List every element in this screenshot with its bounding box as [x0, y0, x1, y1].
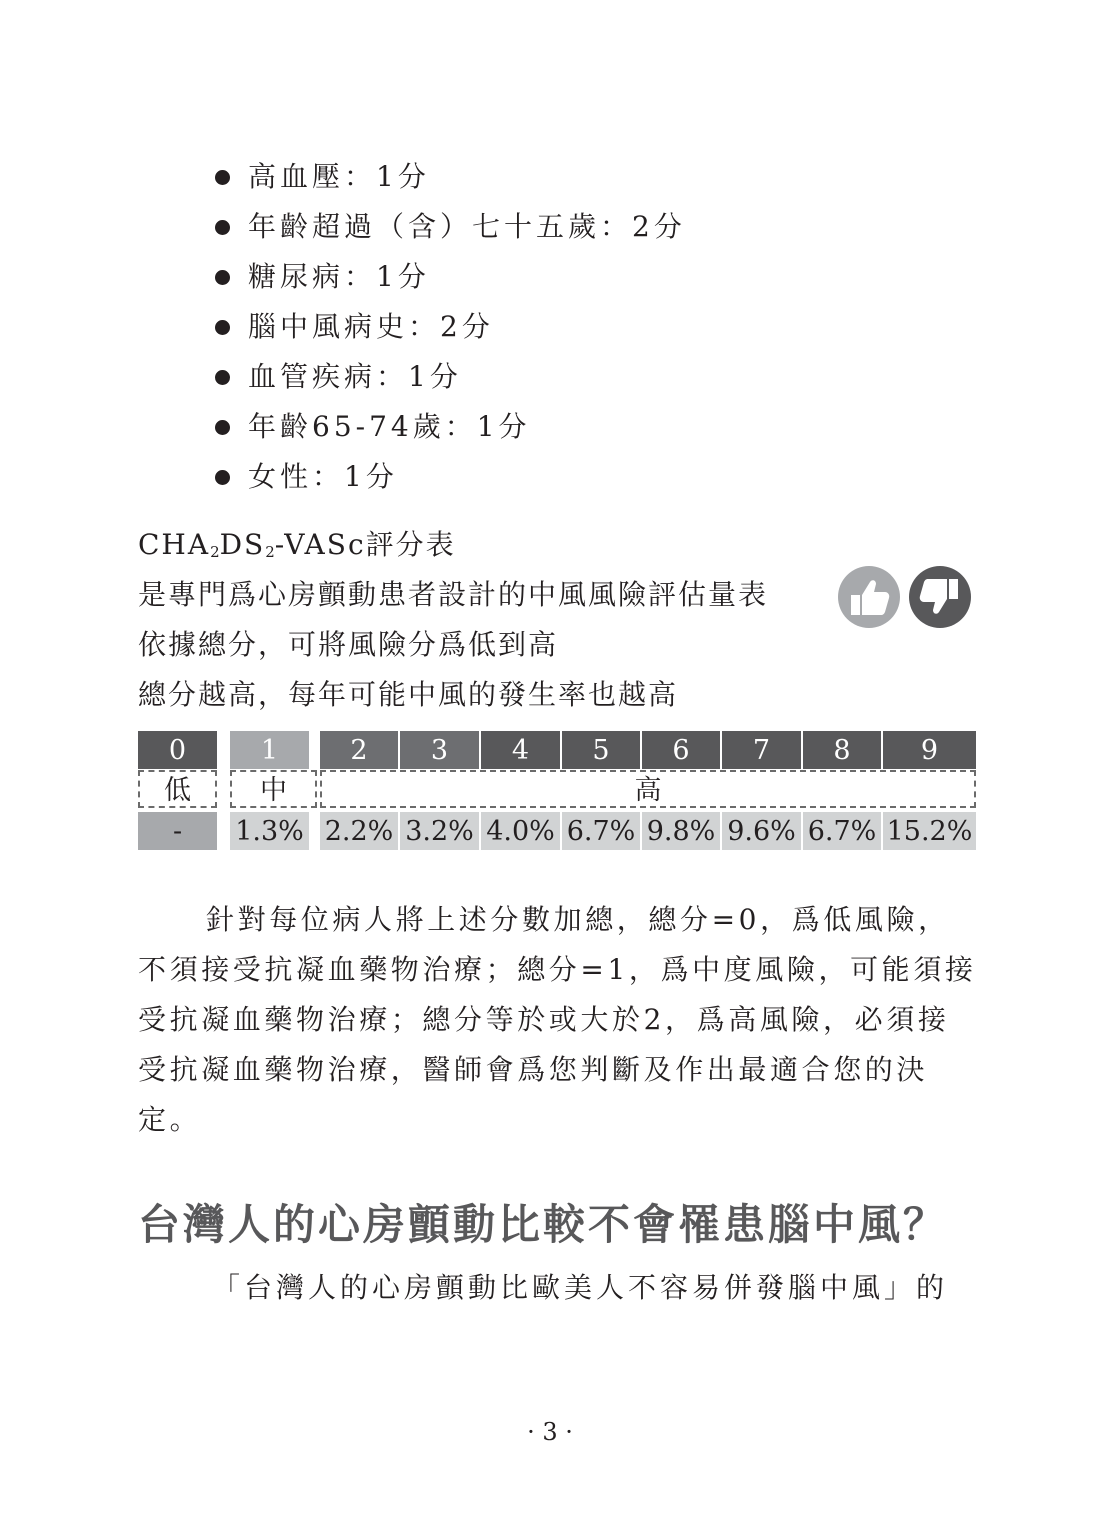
section-text: 「台灣人的心房顫動比歐美人不容易併發腦中風」的 [212, 1271, 949, 1304]
stroke-rate-cell: 6.7% [803, 812, 881, 850]
paragraph-line: 受抗凝血藥物治療；總分等於或大於2，爲高風險，必須接 [138, 1003, 950, 1036]
explanation-paragraph [138, 895, 978, 1145]
score-header-cell: 4 [481, 731, 560, 769]
page-number: · 3 · [527, 1418, 573, 1446]
section-heading: 台灣人的心房顫動比較不會罹患腦中風？ [138, 1200, 949, 1249]
bullet-icon [215, 470, 230, 485]
stroke-rate-cell: 9.8% [642, 812, 720, 850]
stroke-rate-cell: - [138, 812, 217, 850]
score-header-cell: 7 [722, 731, 801, 769]
score-header-cell: 3 [400, 731, 479, 769]
list-item: 年齡超過（含）七十五歲：2分 [215, 202, 686, 252]
score-intro [138, 520, 768, 720]
intro-line: 依據總分，可將風險分爲低到高 [138, 628, 559, 661]
stroke-rate-cell: 3.2% [400, 812, 479, 850]
bullet-icon [215, 170, 230, 185]
intro-line: 是專門爲心房顫動患者設計的中風風險評估量表 [138, 578, 769, 611]
list-item: 血管疾病：1分 [215, 352, 686, 402]
bullet-icon [215, 270, 230, 285]
list-item: 腦中風病史：2分 [215, 302, 686, 352]
paragraph-line: 定。 [138, 1103, 202, 1136]
stroke-rate-cell: 1.3% [230, 812, 309, 850]
paragraph-line: 不須接受抗凝血藥物治療；總分=1，爲中度風險，可能須接 [138, 953, 977, 986]
score-header-cell: 6 [642, 731, 720, 769]
list-item: 高血壓：1分 [215, 152, 686, 202]
intro-line: 總分越高，每年可能中風的發生率也越高 [138, 678, 679, 711]
score-header-cell: 0 [138, 731, 217, 769]
score-header-cell: 2 [320, 731, 398, 769]
bullet-icon [215, 220, 230, 235]
thumbs-up-icon [837, 565, 901, 629]
stroke-rate-cell: 15.2% [883, 812, 976, 850]
stroke-rate-cell: 6.7% [562, 812, 640, 850]
score-risk-table [138, 731, 976, 851]
risk-factor-list [215, 152, 686, 502]
risk-level-high: 高 [320, 770, 976, 808]
stroke-rate-cell: 4.0% [481, 812, 560, 850]
score-header-cell: 5 [562, 731, 640, 769]
score-header-cell: 1 [230, 731, 309, 769]
score-header-cell: 8 [803, 731, 881, 769]
paragraph-line: 針對每位病人將上述分數加總，總分=0，爲低風險， [206, 903, 950, 936]
bullet-icon [215, 320, 230, 335]
list-item: 女性：1分 [215, 452, 686, 502]
list-item: 年齡65-74歲：1分 [215, 402, 686, 452]
stroke-rate-cell: 2.2% [320, 812, 398, 850]
bullet-icon [215, 370, 230, 385]
bullet-icon [215, 420, 230, 435]
stroke-rate-cell: 9.6% [722, 812, 801, 850]
paragraph-line: 受抗凝血藥物治療，醫師會爲您判斷及作出最適合您的決 [138, 1053, 929, 1086]
list-item: 糖尿病：1分 [215, 252, 686, 302]
risk-level-low: 低 [138, 770, 217, 808]
score-table-title: $CHA_2DS_2$-VASc評分表 [138, 528, 456, 561]
risk-level-mid: 中 [230, 770, 317, 808]
score-header-cell: 9 [883, 731, 976, 769]
thumbs-down-icon [908, 565, 972, 629]
